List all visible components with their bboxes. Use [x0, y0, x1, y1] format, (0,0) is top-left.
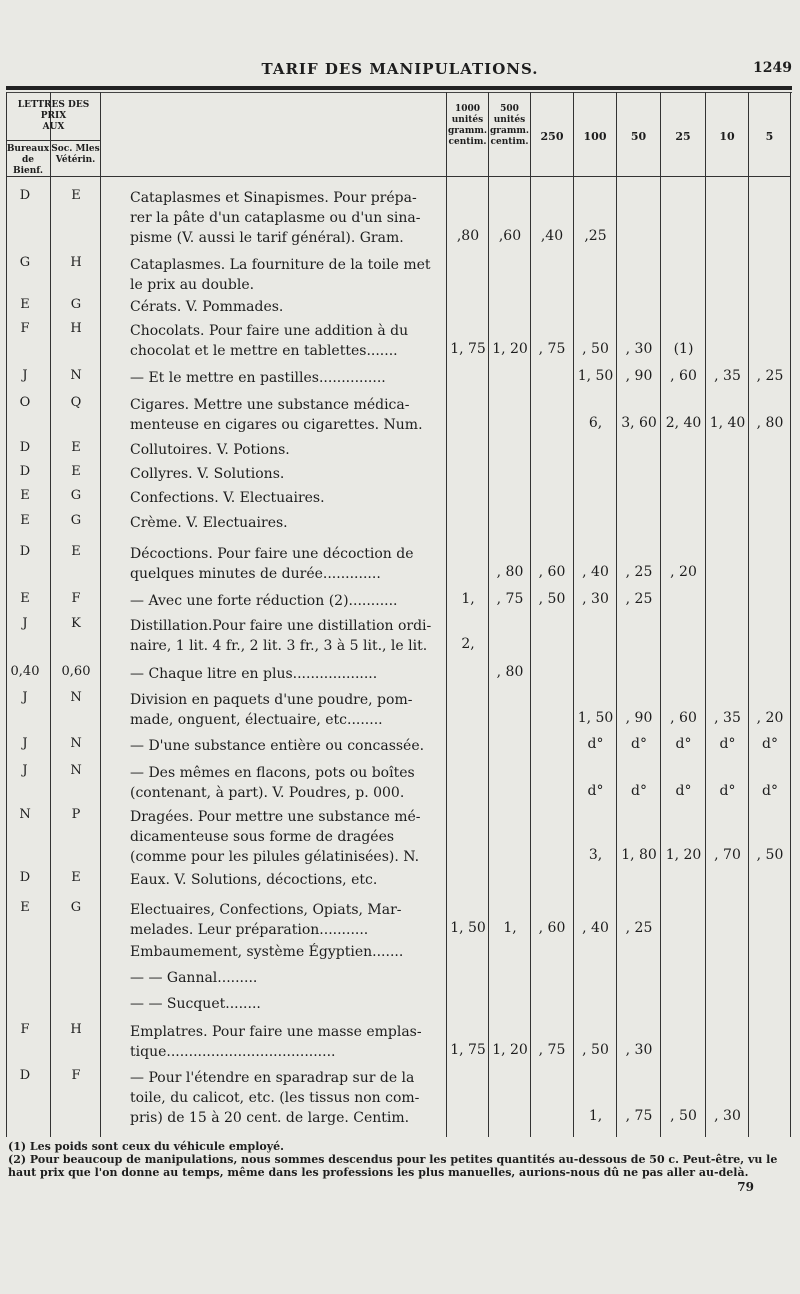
price-500: ,60	[498, 228, 522, 244]
letter-bureaux: D	[19, 1068, 31, 1083]
letter-bureaux: E	[20, 513, 30, 528]
price-50: 1, 80	[621, 847, 657, 863]
letter-bureaux: F	[20, 321, 30, 336]
price-100: , 40	[582, 920, 609, 936]
price-100: , 50	[582, 1042, 609, 1058]
price-250: , 75	[538, 341, 566, 357]
price-5: , 25	[756, 368, 784, 384]
description-line: Division en paquets d'une poudre, pom-	[130, 692, 413, 708]
letter-bureaux: D	[19, 870, 31, 885]
price-500: , 75	[496, 591, 524, 607]
price-1000: 1, 75	[450, 1042, 486, 1058]
footnote: (2) Pour beaucoup de manipulations, nous sommes descendus pour les petites quantités au-dessous de 50 c. Peut-être, vu le	[8, 1153, 778, 1166]
price-50: , 90	[625, 710, 653, 726]
price-25: (1)	[673, 341, 694, 357]
letter-societe: G	[70, 513, 82, 528]
description-line: rer la pâte d'un cataplasme ou d'un sina-	[130, 210, 421, 226]
letter-bureaux: J	[22, 763, 28, 778]
price-10: , 35	[714, 710, 741, 726]
letter-societe: F	[71, 591, 81, 606]
row-description	[130, 591, 442, 611]
letter-societe: H	[70, 1022, 82, 1037]
col-line	[616, 92, 617, 1137]
footnote: haut prix que l'on donne au temps, même dans les professions les plus manuelles, aurions-nous dû ne pas aller au-delà.	[8, 1166, 749, 1179]
description-line: — Des mêmes en flacons, pots ou boîtes	[130, 765, 415, 781]
row-description	[130, 616, 442, 656]
description-line: Décoctions. Pour faire une décoction de	[130, 546, 414, 562]
description-line: le prix au double.	[130, 277, 255, 293]
letter-bureaux: E	[20, 297, 30, 312]
price-100: , 50	[582, 341, 609, 357]
letter-bureaux: J	[22, 368, 28, 383]
price-1000: 1, 75	[450, 341, 486, 357]
description-line: Collyres. V. Solutions.	[130, 466, 285, 482]
col-line	[6, 92, 7, 1137]
description-line: Electuaires, Confections, Opiats, Mar-	[130, 902, 402, 918]
row-description	[130, 900, 442, 940]
price-5: d°	[762, 736, 778, 752]
price-50: , 30	[625, 1042, 653, 1058]
letter-bureaux: E	[20, 591, 30, 606]
description-line: quelques minutes de durée.............	[130, 566, 381, 582]
description-line: — Chaque litre en plus...................	[130, 666, 378, 682]
price-250: ,40	[540, 228, 564, 244]
letter-societe: G	[70, 488, 82, 503]
description-line: pris) de 15 à 20 cent. de large. Centim.	[130, 1110, 410, 1126]
description-line: toile, du calicot, etc. (les tissus non com-	[130, 1090, 420, 1106]
price-100: 3,	[588, 847, 603, 863]
societe-header: Soc. Mles Vétérin.	[51, 144, 100, 165]
col-10-header: 10	[719, 130, 735, 143]
row-description	[130, 942, 442, 962]
col-50-header: 50	[630, 130, 647, 143]
row-description	[130, 664, 442, 684]
description-line: Eaux. V. Solutions, décoctions, etc.	[130, 872, 378, 888]
col-25-header: 25	[675, 130, 691, 143]
letter-societe: N	[70, 690, 82, 705]
price-50: d°	[631, 783, 647, 799]
row-description	[130, 440, 442, 460]
letter-bureaux: J	[22, 616, 28, 631]
price-100: ,25	[584, 228, 607, 244]
price-25: d°	[675, 736, 692, 752]
price-25: , 60	[670, 368, 697, 384]
price-10: d°	[719, 736, 736, 752]
price-100: , 30	[582, 591, 609, 607]
letter-bureaux: F	[20, 1022, 30, 1037]
letter-bureaux: D	[19, 440, 31, 455]
description-line: made, onguent, électuaire, etc........	[130, 712, 383, 728]
description-line: Collutoires. V. Potions.	[130, 442, 290, 458]
description-line: Crème. V. Electuaires.	[130, 515, 288, 531]
price-25: , 20	[670, 564, 697, 580]
price-10: , 70	[714, 847, 741, 863]
letter-societe: H	[70, 255, 82, 270]
price-25: 2, 40	[665, 415, 702, 431]
price-100: 1,	[588, 1108, 603, 1124]
price-500: , 80	[496, 564, 524, 580]
price-50: , 30	[625, 341, 653, 357]
price-25: d°	[675, 783, 692, 799]
description-line: Chocolats. Pour faire une addition à du	[130, 323, 409, 339]
price-100: d°	[587, 783, 604, 799]
col-line	[748, 92, 749, 1137]
price-500: 1, 20	[492, 341, 528, 357]
description-line: dicamenteuse sous forme de dragées	[130, 829, 395, 845]
price-250: , 50	[538, 591, 566, 607]
description-line: — D'une substance entière ou concassée.	[130, 738, 425, 754]
price-10: , 30	[714, 1108, 741, 1124]
col-line	[530, 92, 531, 1137]
description-line: — Et le mettre en pastilles...............	[130, 370, 386, 386]
letter-societe: H	[70, 321, 82, 336]
col-1000-header: 1000 unités gramm. centim.	[447, 104, 488, 147]
price-50: , 90	[625, 368, 653, 384]
letter-bureaux: J	[22, 736, 28, 751]
price-500: , 80	[496, 664, 524, 680]
price-100: , 40	[582, 564, 609, 580]
row-description	[130, 763, 442, 803]
row-description	[130, 255, 442, 295]
row-description	[130, 690, 442, 730]
row-description	[130, 368, 442, 388]
price-1000: 1,	[461, 591, 475, 607]
col-line	[488, 92, 489, 1137]
header-rule	[6, 86, 792, 90]
col-line	[573, 92, 574, 1137]
price-50: , 25	[625, 564, 653, 580]
col-line	[50, 92, 51, 1137]
letter-societe: E	[71, 544, 81, 559]
row-description	[130, 395, 442, 435]
description-line: melades. Leur préparation...........	[130, 922, 369, 938]
letter-societe: 0,60	[61, 664, 91, 679]
letter-societe: N	[70, 763, 82, 778]
row-description	[130, 464, 442, 484]
row-description	[130, 321, 442, 361]
price-250: , 75	[538, 1042, 566, 1058]
description-line: pisme (V. aussi le tarif général). Gram.	[130, 230, 404, 246]
letter-societe: G	[70, 297, 82, 312]
footnote: (1) Les poids sont ceux du véhicule employé.	[8, 1140, 284, 1153]
col-100-header: 100	[583, 130, 607, 143]
letter-bureaux: N	[19, 807, 31, 822]
price-1000: 2,	[461, 636, 475, 652]
price-50: , 25	[625, 920, 653, 936]
row-description	[130, 870, 442, 890]
row-description	[130, 968, 442, 988]
description-line: — Avec une forte réduction (2)...........	[130, 593, 398, 609]
letter-bureaux: E	[20, 488, 30, 503]
price-1000: ,80	[456, 228, 480, 244]
letter-societe: N	[70, 368, 82, 383]
letter-societe: Q	[70, 395, 82, 410]
description-line: Cataplasmes. La fourniture de la toile met	[130, 257, 431, 273]
letter-societe: K	[71, 616, 81, 631]
price-100: 6,	[588, 415, 603, 431]
price-500: 1,	[503, 920, 517, 936]
page-title: TARIF DES MANIPULATIONS.	[261, 60, 539, 78]
row-description	[130, 488, 442, 508]
price-5: , 80	[756, 415, 784, 431]
letter-societe: F	[71, 1068, 81, 1083]
row-description	[130, 807, 442, 867]
col-line	[446, 92, 447, 1137]
price-5: d°	[762, 783, 778, 799]
price-100: 1, 50	[577, 710, 614, 726]
price-25: , 50	[670, 1108, 697, 1124]
page-number: 1249	[753, 60, 792, 76]
letter-societe: P	[71, 807, 81, 822]
header-bottom-line	[6, 176, 790, 177]
col-5-header: 5	[765, 130, 774, 143]
price-5: , 20	[756, 710, 784, 726]
price-250: , 60	[538, 920, 566, 936]
description-line: Dragées. Pour mettre une substance mé-	[130, 809, 421, 825]
description-line: — — Gannal.........	[130, 970, 258, 986]
header-divider	[6, 140, 101, 141]
letter-societe: E	[71, 440, 81, 455]
bureaux-header: Bureaux de Bienf.	[6, 144, 50, 176]
signature-number: 79	[737, 1180, 754, 1194]
letters-header: LETTRES DES PRIX AUX	[17, 100, 90, 132]
letter-bureaux: D	[19, 188, 31, 203]
letter-bureaux: 0,40	[10, 664, 40, 679]
letter-bureaux: D	[19, 464, 31, 479]
row-description	[130, 736, 442, 756]
price-5: , 50	[756, 847, 784, 863]
price-100: d°	[587, 736, 604, 752]
description-line: Confections. V. Electuaires.	[130, 490, 325, 506]
description-line: naire, 1 lit. 4 fr., 2 lit. 3 fr., 3 à 5 lit., le lit.	[130, 638, 428, 654]
col-line	[100, 92, 101, 1137]
footnotes	[8, 1140, 798, 1179]
col-line	[790, 92, 791, 1137]
price-50: 3, 60	[621, 415, 657, 431]
description-line: chocolat et le mettre en tablettes.......	[130, 343, 398, 359]
letter-societe: E	[71, 464, 81, 479]
description-line: (contenant, à part). V. Poudres, p. 000.	[130, 785, 405, 801]
price-500: 1, 20	[492, 1042, 528, 1058]
letter-societe: E	[71, 188, 81, 203]
description-line: Embaumement, système Égyptien.......	[130, 944, 404, 960]
description-line: Cataplasmes et Sinapismes. Pour prépa-	[130, 190, 417, 206]
price-10: 1, 40	[709, 415, 746, 431]
letter-bureaux: J	[22, 690, 28, 705]
description-line: Distillation.Pour faire une distillation ordi-	[130, 618, 432, 634]
letter-societe: E	[71, 870, 81, 885]
row-description	[130, 513, 442, 533]
letter-bureaux: E	[20, 900, 30, 915]
col-line	[660, 92, 661, 1137]
description-line: Cigares. Mettre une substance médica-	[130, 397, 410, 413]
col-500-header: 500 unités gramm. centim.	[489, 104, 530, 147]
row-description	[130, 994, 442, 1014]
price-50: d°	[631, 736, 647, 752]
description-line: — — Sucquet........	[130, 996, 261, 1012]
price-50: , 75	[625, 1108, 653, 1124]
row-description	[130, 1068, 442, 1128]
description-line: tique......................................	[130, 1044, 336, 1060]
price-100: 1, 50	[577, 368, 614, 384]
letter-bureaux: G	[19, 255, 31, 270]
price-50: , 25	[625, 591, 653, 607]
letter-societe: N	[70, 736, 82, 751]
description-line: menteuse en cigares ou cigarettes. Num.	[130, 417, 423, 433]
letter-bureaux: O	[19, 395, 31, 410]
description-line: — Pour l'étendre en sparadrap sur de la	[130, 1070, 415, 1086]
letter-bureaux: D	[19, 544, 31, 559]
price-25: 1, 20	[665, 847, 702, 863]
description-line: Emplatres. Pour faire une masse emplas-	[130, 1024, 422, 1040]
col-250-header: 250	[540, 130, 564, 143]
description-line: (comme pour les pilules gélatinisées). N.	[130, 849, 420, 865]
price-10: d°	[719, 783, 736, 799]
letter-societe: G	[70, 900, 82, 915]
price-250: , 60	[538, 564, 566, 580]
row-description	[130, 544, 442, 584]
price-1000: 1, 50	[450, 920, 486, 936]
row-description	[130, 1022, 442, 1062]
header-rule-thin	[6, 92, 792, 93]
col-line	[705, 92, 706, 1137]
row-description	[130, 297, 442, 317]
description-line: Cérats. V. Pommades.	[130, 299, 284, 315]
row-description	[130, 188, 442, 248]
price-10: , 35	[714, 368, 741, 384]
price-25: , 60	[670, 710, 697, 726]
